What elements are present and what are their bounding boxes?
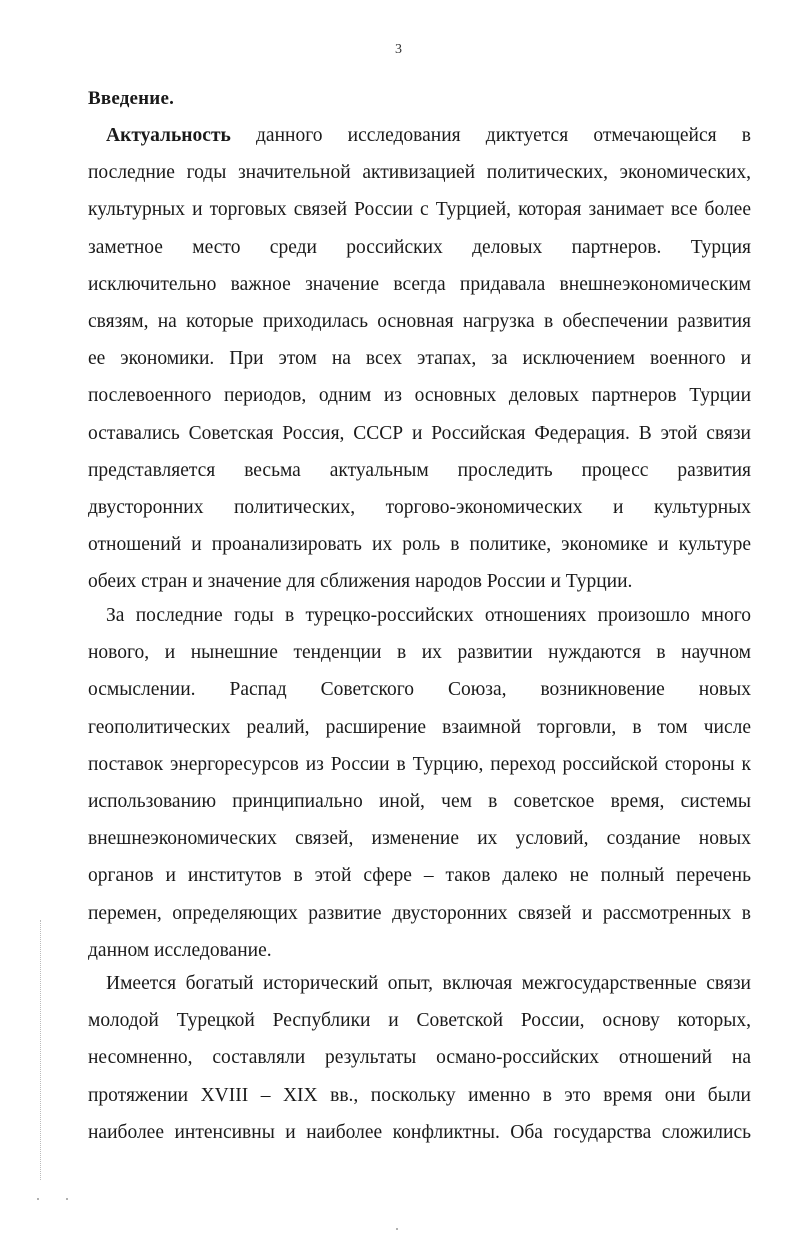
text-line: наиболее интенсивны и наиболее конфликтны. Оба государства сложились [88,1121,751,1143]
text-line: заметное место среди российских деловых партнеров. Турция [88,236,751,258]
lead-term: Актуальность [106,125,231,146]
scan-dot [37,1198,39,1200]
text-line: использованию принципиально иной, чем в советское время, системы [88,790,751,812]
text-line: Имеется богатый исторический опыт, включая межгосударственные связи [106,973,751,994]
text-line: связям, на которые приходилась основная нагрузка в обеспечении развития [88,310,751,332]
text-line: геополитических реалий, расширение взаимной торговли, в том числе [88,716,751,738]
text-line: поставок энергоресурсов из России в Турцию, переход российской стороны к [88,753,751,775]
text-line: осмыслении. Распад Советского Союза, возникновение новых [88,679,751,701]
text-line: данном исследование. [88,939,272,961]
text-line: нового, и нынешние тенденции в их развитии нуждаются в научном [88,642,751,664]
text-line: двусторонних политических, торгово-экономических и культурных [88,496,751,518]
text-line: культурных и торговых связей России с Турцией, которая занимает все более [88,199,751,221]
text-line: За последние годы в турецко-российских отношениях произошло много [106,605,751,626]
scan-margin-marks [40,920,44,1180]
text-line: перемен, определяющих развитие двусторонних связей и рассмотренных в [88,902,751,924]
text-line: несомненно, составляли результаты османо-российских отношений на [88,1047,751,1069]
text-line: молодой Турецкой Республики и Советской России, основу которых, [88,1010,751,1032]
text-line: органов и институтов в этой сфере – таков далеко не полный перечень [88,865,751,887]
paragraph-historical-experience [88,965,751,1151]
text-line [88,117,751,154]
text-line: протяжении XVIII – XIX вв., поскольку именно в это время они были [88,1084,751,1106]
scan-dot [396,1228,398,1230]
text-line: представляется весьма актуальным проследить процесс развития [88,459,751,481]
scan-dot [66,1198,68,1200]
text-line: внешнеэкономических связей, изменение их условий, создание новых [88,828,751,850]
paragraph-recent-years [88,597,751,969]
text-line: ее экономики. При этом на всех этапах, за исключением военного и [88,348,751,370]
text-line: исключительно важное значение всегда придавала внешнеэкономическим [88,273,751,295]
text-line: обеих стран и значение для сближения народов России и Турции. [88,571,633,593]
page-number: 3 [395,42,402,57]
text-line: оставались Советская Россия, СССР и Российская Федерация. В этой связи [88,422,751,444]
line-text: данного исследования диктуется отмечающейся в [230,125,751,146]
text-line: послевоенного периодов, одним из основных деловых партнеров Турции [88,385,751,407]
section-heading: Введение. [88,88,175,109]
text-line: последние годы значительной активизацией политических, экономических, [88,162,751,184]
text-line: отношений и проанализировать их роль в политике, экономике и культуре [88,534,751,556]
paragraph-relevance [88,117,751,600]
